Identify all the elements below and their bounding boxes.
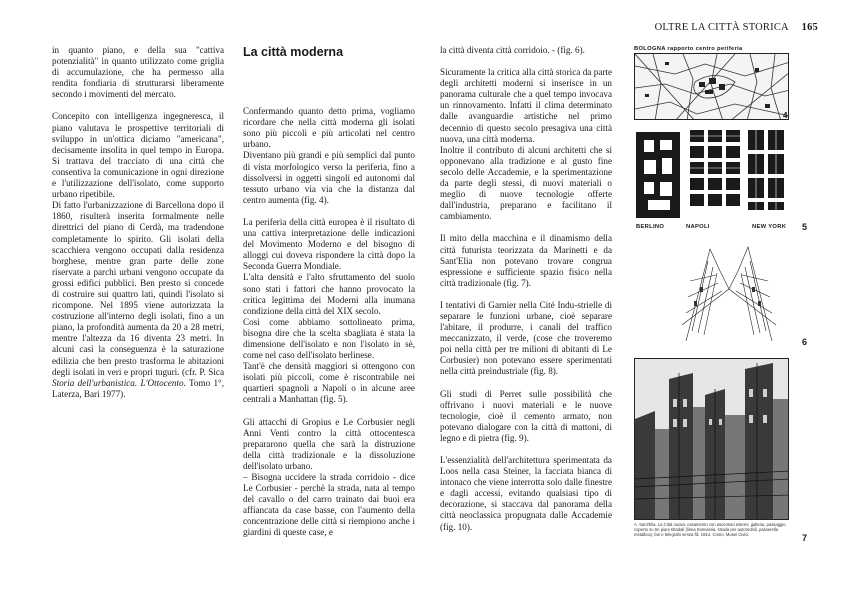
figure-4-bologna-map	[634, 53, 789, 120]
block-plans-illustration	[634, 126, 789, 222]
citation-tail: . Tomo 1°, Laterza, Bari 1977).	[52, 377, 224, 399]
paragraph-text: Di fatto l'urbanizzazione di Barcellona dopo il 1860, risulterà inserita formalmente nelle direttrici del piano di Cerdà, ma tradendone completamente lo spirito. Gli isolati della scacchiera vengono occupati dalla residenza borghese, mentre gran parte delle zone riservate a parchi urbani vengono occupate da grossi edifici pubblici. Ben presto si concede di costruire sui quattro lati, quindi l'isolato si ricompone. Nel 1895 viene autorizzata la costruzione all'interno degli isolati, fino a un piano, la profondità aumenta da 20 a 28 metri, mentre l'altezza da 16 diventa 23 metri. In alcuni casi la conseguenza è la saturazione edilizia che ben presto trasforma le abitazioni degli isolati in veri e propri tuguri. (cfr. P. Sica	[52, 200, 224, 377]
text-column-2	[243, 45, 415, 539]
paragraph: L'essenzialità dell'architettura sperimentata da Loos nella casa Steiner, la facciata bianca di intonaco che viene interrotta solo dalle finestre e dagli accessi, evitando qualsiasi tipo di decorazione, si staccava dal panorama della città neoclassica propugnata dalle Accademie (fig. 10).	[440, 455, 612, 532]
paragraph: Gli studi di Perret sulle possibilità che offrivano i nuovi materiali e le nuove tecnologie, cioè il cemento armato, non potevano dialogare con la città di mattoni, di legno e di pietra (fig. 9).	[440, 388, 612, 443]
paragraph: – Bisogna uccidere la strada corridoio - dice Le Corbusier - perchè la strada, nata al tempo del cavallo o del carro trainato dai buoi era affiancata da case basse, con l'aumento della concentrazione delle città si riempiono anche i giardini di queste case, e	[243, 472, 415, 538]
running-header	[655, 22, 818, 33]
paragraph: Tant'è che densità maggiori si ottengono con isolati più piccoli, come è riscontrabile nei quartieri spagnoli a Napoli o in alcune aree centrali a Manhattan (fig. 5).	[243, 361, 415, 405]
paragraph: Gli attacchi di Gropius e Le Corbusier negli Anni Venti contro la città ottocentesca prepararono quella che sarà la distruzione della città tradizionale e la dissoluzione dell'isolato urbano.	[243, 416, 415, 471]
paragraph	[52, 200, 224, 400]
figure-7-citta-nuova	[634, 358, 789, 520]
paragraph: Sicuramente la critica alla città storica da parte degli architetti moderni si inserisce in un panorama culturale che a quel tempo invocava un rinnovamento. Infatti il clima determinato dalle avanguardie artistiche nel primo decennio di questo secolo presagiva una città nuova, una città moderna.	[440, 67, 612, 144]
figure-7-number: 7	[802, 533, 808, 543]
cited-title: Storia dell'urbanistica. L'Ottocento	[52, 377, 184, 388]
new-york-block-plan	[748, 130, 784, 210]
paragraph: Inoltre il contributo di alcuni architetti che si opponevano alla tradizione e al gusto fine secolo delle Accademie, e la sperimentazione da parte degli stessi, di nuovi materiali o meglio di nuove tecnologie offerte dall'industria, preparano e facilitano il cambiamento.	[440, 144, 612, 222]
section-heading: La città moderna	[243, 45, 344, 59]
figure-4-number: 4	[783, 111, 788, 120]
page-number: 165	[801, 22, 818, 33]
running-title: OLTRE LA CITTÀ STORICA	[654, 22, 789, 33]
paragraph: la città diventa città corridoio. - (fig. 6).	[440, 45, 585, 55]
paragraph: in quanto piano, e della sua "cattiva potenzialità" in quanto utilizzato come griglia di accumulazione, che ha permesso alla rendita fondiaria di strutturarsi liberamente secondo i movimenti del mercato.	[52, 45, 224, 100]
bologna-map-illustration	[635, 54, 789, 120]
paragraph: Così come abbiamo sottolineato prima, bisogna dire che la scelta sbagliata è stata la dimensione dell'isolato e non l'isolato in sè, come nel caso dell'isolato berlinese.	[243, 316, 415, 361]
paragraph: Confermando quanto detto prima, vogliamo ricordare che nella città moderna gli isolati sono più piccoli e più articolati nel centro urbano.	[243, 106, 415, 150]
text-column-1	[52, 45, 224, 411]
figure-5-number: 5	[802, 222, 808, 232]
paragraph: La periferia della città europea è il risultato di una cattiva interpretazione delle indicazioni del Movimento Moderno e del bisogno di alloggi cui doveva rispondere la città dopo la Seconda Guerra Mondiale.	[243, 216, 415, 272]
figure-6-number: 6	[802, 337, 808, 347]
paragraph: Il mito della macchina e il dinamismo della città futurista teorizzata da Marinetti e da Sant'Elia non potevano trovare congrua espressione e sufficiente spazio fisico nella città tradizionale (fig. 7).	[440, 233, 612, 288]
corridor-street-illustration	[680, 241, 778, 341]
citta-nuova-illustration	[635, 359, 789, 520]
figure-5-label-berlino: BERLINO	[636, 224, 665, 230]
paragraph: Concepito con intelligenza ingegneresca, il piano valutava le prospettive territoriali di sviluppo in un'ottica diciamo "americana", decisamente insolita in quel tempo in Europa. Si trattava del tracciato di una città che consentiva la comunicazione in ogni direzione e l'utilizzazione dell'isolato, come supporto urbano ripetibile.	[52, 111, 224, 200]
text-column-3	[440, 45, 612, 544]
paragraph: L'alta densità e l'alto sfruttamento del suolo sono stati i fattori che hanno provocato la critica legittima dei Moderni alla inumana condizione della città del XIX secolo.	[243, 272, 415, 316]
paragraph: I tentativi di Garnier nella Cité Indu-strielle di separare le funzioni urbane, cioè separare l'abitare, il produrre, i canali del traffico meccanizzato, il verde, (cose che troveremo poi nella città per tre milioni di abitanti di Le Corbusier) non potevano essere sperimentati nella città preindustriale (fig. 8).	[440, 299, 612, 377]
figure-5-label-new-york: NEW YORK	[752, 224, 787, 230]
figure-5-block-comparison	[634, 126, 789, 222]
figure-4-caption: BOLOGNA rapporto centro periferia	[634, 46, 743, 52]
figure-5-label-napoli: NAPOLI	[686, 224, 710, 230]
paragraph: Diventano più grandi e più semplici dal punto di vista morfologico verso la periferia, fino a dissolversi in oggetti singoli ed autonomi dal tessuto urbano via via che la distanza dal centro aumenta (fig. 4).	[243, 150, 415, 205]
figure-7-caption: A. Sant'Elia. La Città nuova: casamento con ascensori esterni, galleria, passaggio coperto su tre piani stradali (linea tramviaria, strada per automobili, passerella metallica), fari e telegrafo senza fili. 1914. Como, Musei Civici.	[634, 522, 786, 537]
figure-6-corridor-street	[680, 241, 778, 341]
